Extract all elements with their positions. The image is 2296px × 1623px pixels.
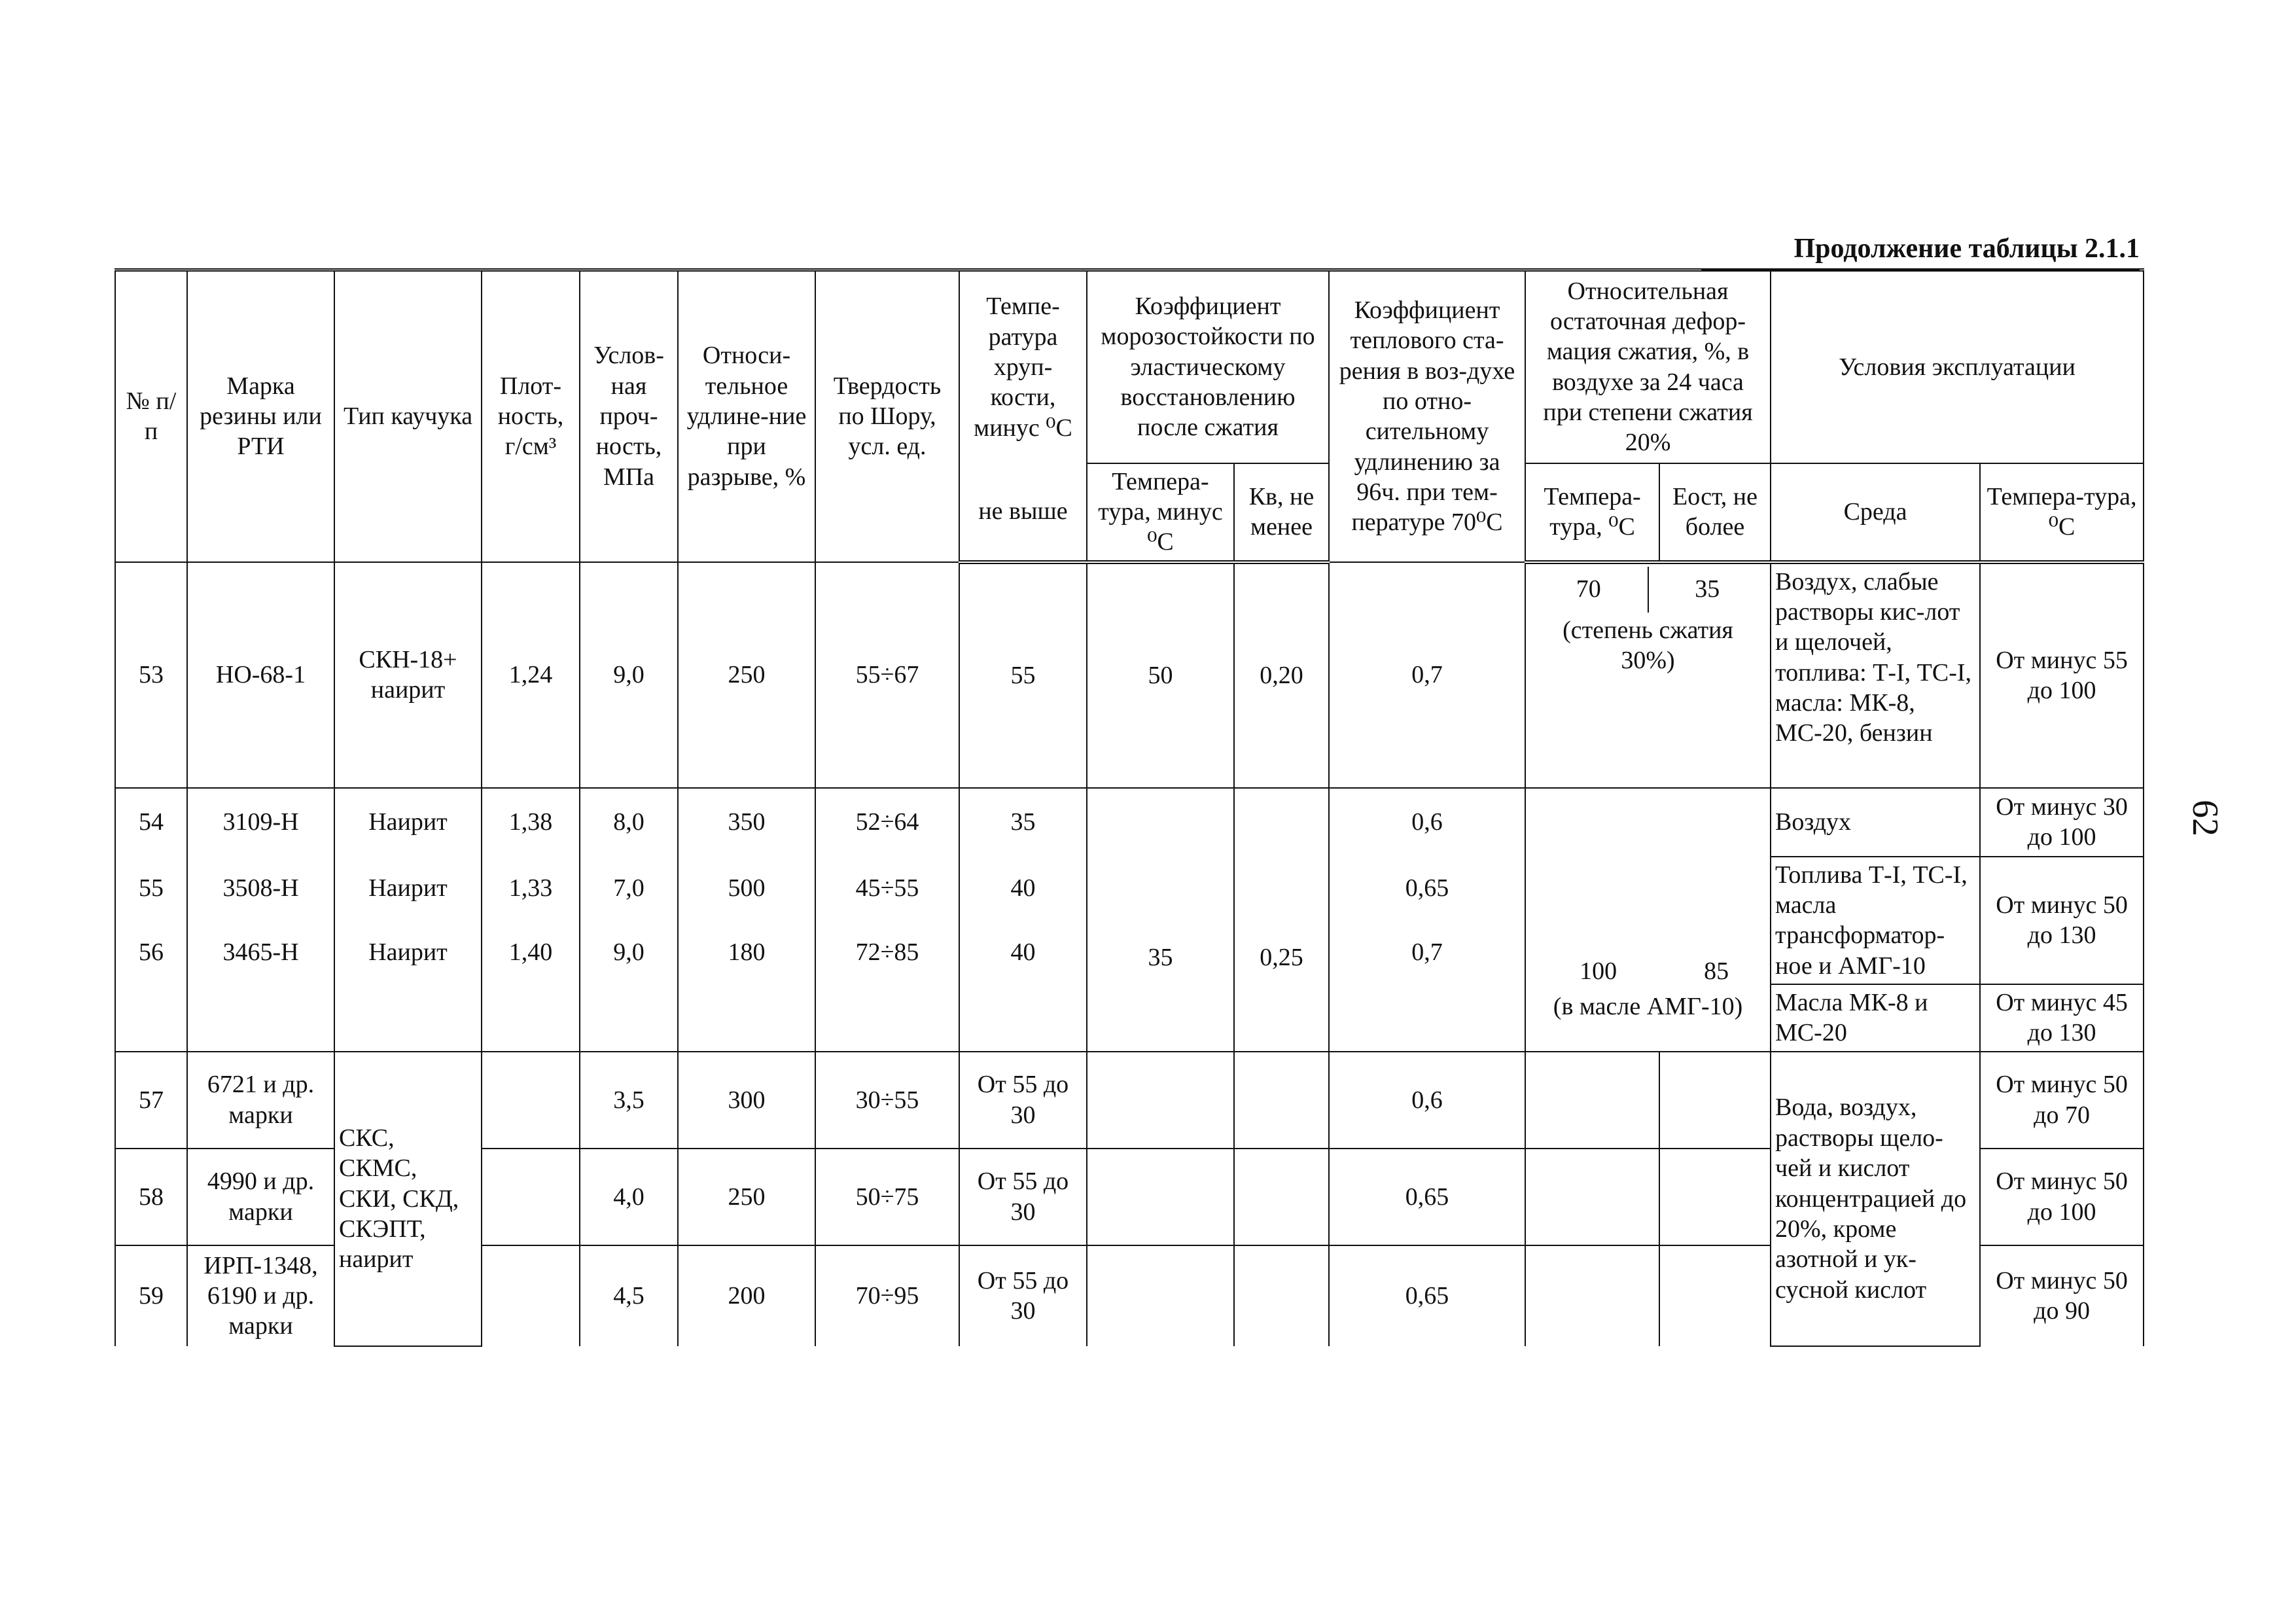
cell-environment: Воздух, слабые растворы кис-лот и щелочей, топлива: Т-I, ТС-I, масла: МК-8, МС-20, бензин [1771,562,1980,788]
cell-environment: Вода, воздух, растворы щело-чей и кислот концентрацией до 20%, кроме азотной и ук-сусной кислот [1771,1052,1980,1346]
cell-brand: 6721 и др. марки [187,1052,334,1149]
cell-deform-eost [1659,1245,1771,1346]
cell-empty [678,984,815,1052]
cell-hardness: 72÷85 [815,920,959,984]
header-brittle-temp: Темпе-ратура хруп-кости, минус ⁰С [959,270,1087,463]
cell-rubber-type: СКС, СКМС, СКИ, СКД, СКЭПТ, наирит [334,1052,482,1346]
cell-deform-temp [1525,1052,1659,1149]
cell-rubber-type: Наирит [334,857,482,921]
cell-num: 54 [115,788,187,857]
deformation-subtable [1530,954,1766,1025]
cell-strength: 8,0 [580,788,678,857]
cell-num: 59 [115,1245,187,1346]
cell-cond-temp: От минус 45 до 130 [1980,984,2144,1052]
cell-deform-note: (степень сжатия 30%) [1563,616,1733,674]
cell-num: 57 [115,1052,187,1149]
cell-density [482,1052,580,1149]
header-operating-conditions: Условия эксплуатации [1771,270,2144,463]
cell-hardness: 45÷55 [815,857,959,921]
cell-deform-eost: 85 [1704,957,1729,986]
page-number: 62 [2185,800,2225,836]
cell-empty [580,984,678,1052]
cell-elongation: 200 [678,1245,815,1346]
header-num: № п/п [115,270,187,562]
header-hardness: Твердость по Шору, усл. ед. [815,270,959,562]
cell-frost-kv [1234,1149,1329,1245]
cell-brand: НО-68-1 [187,562,334,788]
header-elongation: Относи-тельное удлине-ние при разрыве, % [678,270,815,562]
cell-num: 58 [115,1149,187,1245]
cell-brittle-temp: 55 [959,562,1087,788]
deformation-subtable [1530,567,1766,679]
cell-strength: 9,0 [580,562,678,788]
cell-deformation [1525,562,1771,788]
cell-deform-note: (в масле АМГ-10) [1553,993,1743,1021]
header-brand: Марка резины или РТИ [187,270,334,562]
cell-strength: 4,5 [580,1245,678,1346]
cell-aging: 0,65 [1329,1245,1525,1346]
cell-frost-kv: 0,25 [1234,788,1329,1052]
cell-empty [815,984,959,1052]
cell-elongation: 500 [678,857,815,921]
cell-cond-temp: От минус 55 до 100 [1980,562,2144,788]
cell-hardness: 30÷55 [815,1052,959,1149]
cell-rubber-type: СКН-18+ наирит [334,562,482,788]
cell-hardness: 55÷67 [815,562,959,788]
cell-brand: 3109-Н [187,788,334,857]
cell-strength: 9,0 [580,920,678,984]
cell-strength: 4,0 [580,1149,678,1245]
cell-empty [482,984,580,1052]
cell-frost-temp [1087,1052,1234,1149]
cell-hardness: 52÷64 [815,788,959,857]
cell-hardness: 70÷95 [815,1245,959,1346]
cell-strength: 7,0 [580,857,678,921]
cell-density [482,1149,580,1245]
cell-density: 1,38 [482,788,580,857]
table-row [115,1052,2144,1149]
cell-empty [959,984,1087,1052]
cell-deform-eost: 35 [1695,575,1720,603]
cell-aging: 0,65 [1329,1149,1525,1245]
cell-deform-temp [1525,1149,1659,1245]
cell-empty [334,984,482,1052]
cell-environment: Масла МК-8 и МС-20 [1771,984,1980,1052]
cell-num: 55 [115,857,187,921]
header-rubber-type: Тип каучука [334,270,482,562]
header-frost-temp: Темпера-тура, минус ⁰С [1087,463,1234,562]
cell-hardness: 50÷75 [815,1149,959,1245]
cell-rubber-type: Наирит [334,920,482,984]
cell-frost-kv [1234,1052,1329,1149]
cell-brittle-temp: 40 [959,920,1087,984]
cell-num: 56 [115,920,187,984]
cell-aging: 0,7 [1329,562,1525,788]
cell-brittle-temp: 40 [959,857,1087,921]
cell-deform-eost [1659,1052,1771,1149]
cell-aging: 0,7 [1329,920,1525,984]
cell-elongation: 250 [678,1149,815,1245]
header-frost-coefficient: Коэффициент морозостойкости по эластическому восстановлению после сжатия [1087,270,1329,463]
cell-density: 1,40 [482,920,580,984]
cell-brittle-temp: От 55 до 30 [959,1052,1087,1149]
cell-aging: 0,6 [1329,788,1525,857]
cell-brittle-temp: От 55 до 30 [959,1149,1087,1245]
rubber-properties-table [115,268,2144,1347]
cell-deform-temp: 70 [1530,567,1648,613]
header-residual-deformation: Относительная остаточная дефор-мация сжатия, %, в воздухе за 24 часа при степени сжатия 20% [1525,270,1771,463]
cell-deformation [1525,788,1771,1052]
cell-cond-temp: От минус 50 до 100 [1980,1149,2144,1245]
cell-frost-temp: 35 [1087,788,1234,1052]
cell-elongation: 300 [678,1052,815,1149]
cell-environment: Воздух [1771,788,1980,857]
cell-empty [187,984,334,1052]
header-strength: Услов-ная проч-ность, МПа [580,270,678,562]
cell-brand: ИРП-1348, 6190 и др. марки [187,1245,334,1346]
table-caption: Продолжение таблицы 2.1.1 [1701,229,2140,270]
table-row [115,788,2144,857]
header-deform-eost: Еост, не более [1659,463,1771,562]
cell-aging: 0,6 [1329,1052,1525,1149]
cell-cond-temp: От минус 30 до 100 [1980,788,2144,857]
cell-strength: 3,5 [580,1052,678,1149]
header-density: Плот-ность, г/см³ [482,270,580,562]
cell-brand: 3508-Н [187,857,334,921]
cell-frost-temp: 50 [1087,562,1234,788]
cell-density: 1,24 [482,562,580,788]
cell-brand: 4990 и др. марки [187,1149,334,1245]
header-deform-temp: Темпера-тура, ⁰С [1525,463,1659,562]
cell-aging: 0,65 [1329,857,1525,921]
cell-cond-temp: От минус 50 до 70 [1980,1052,2144,1149]
cell-deform-temp: 100 [1580,957,1617,986]
header-aging-coefficient: Коэффициент теплового ста-рения в воз-духе по отно-сительному удлинению за 96ч. при тем-пературе 70⁰С [1329,270,1525,562]
cell-elongation: 350 [678,788,815,857]
cell-frost-temp [1087,1245,1234,1346]
cell-frost-kv: 0,20 [1234,562,1329,788]
cell-elongation: 250 [678,562,815,788]
cell-brittle-temp: 35 [959,788,1087,857]
header-frost-kv: Кв, не менее [1234,463,1329,562]
header-cond-temp: Темпера-тура, ⁰С [1980,463,2144,562]
cell-rubber-type: Наирит [334,788,482,857]
cell-deform-temp [1525,1245,1659,1346]
header-cond-environment: Среда [1771,463,1980,562]
cell-environment: Топлива Т-I, ТС-I, масла трансформатор-ное и АМГ-10 [1771,857,1980,984]
cell-cond-temp: От минус 50 до 130 [1980,857,2144,984]
cell-frost-kv [1234,1245,1329,1346]
cell-frost-temp [1087,1149,1234,1245]
cell-cond-temp: От минус 50 до 90 [1980,1245,2144,1346]
cell-deform-eost [1659,1149,1771,1245]
cell-brand: 3465-Н [187,920,334,984]
cell-brittle-temp: От 55 до 30 [959,1245,1087,1346]
header-brittle-sub: не выше [959,463,1087,562]
cell-density [482,1245,580,1346]
cell-num: 53 [115,562,187,788]
cell-empty [1329,984,1525,1052]
cell-elongation: 180 [678,920,815,984]
cell-density: 1,33 [482,857,580,921]
cell-empty [115,984,187,1052]
table-row [115,562,2144,788]
